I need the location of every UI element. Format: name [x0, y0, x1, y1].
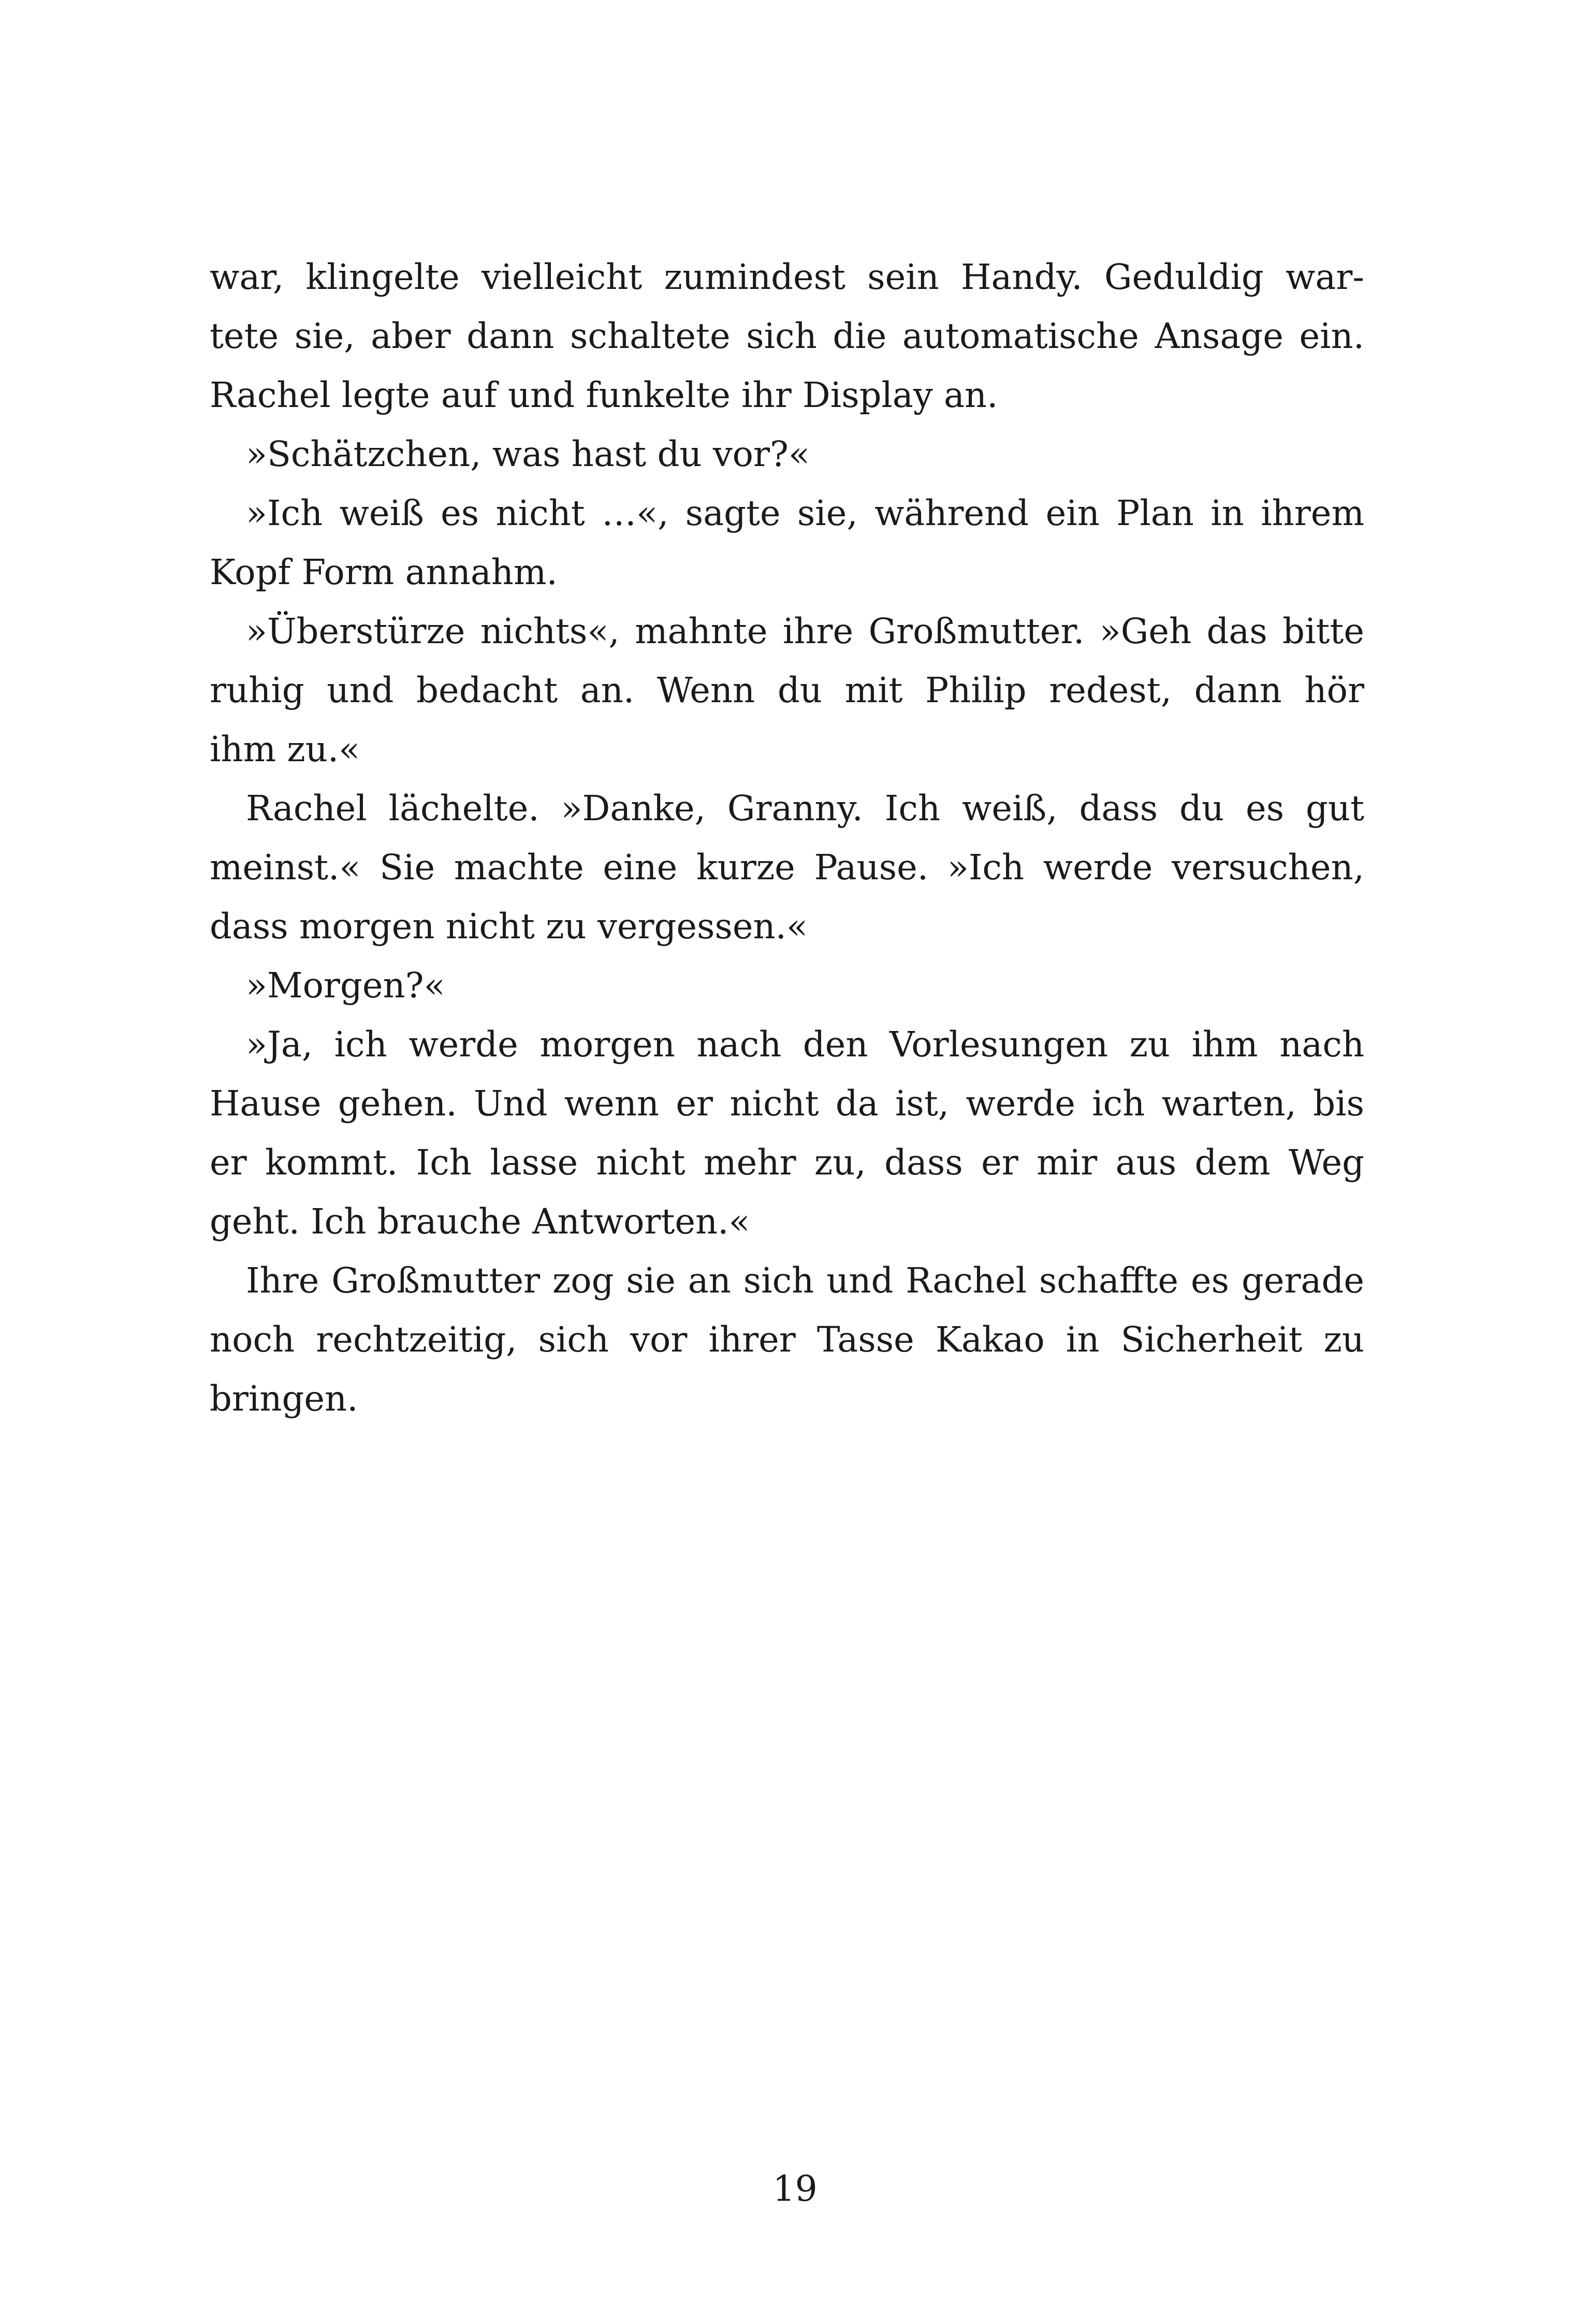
text-line: er kommt. Ich lasse nicht mehr zu, dass er mir aus dem Weg [210, 1142, 1364, 1183]
text-line: Ihre Großmutter zog sie an sich und Rachel schaffte es gerade [246, 1260, 1364, 1301]
text-line: ruhig und bedacht an. Wenn du mit Philip redest, dann hör [210, 670, 1364, 710]
text-line: Hause gehen. Und wenn er nicht da ist, werde ich warten, bis [210, 1083, 1364, 1124]
body-text [210, 248, 1364, 1428]
text-line: tete sie, aber dann schaltete sich die automatische Ansage ein. [210, 316, 1364, 356]
page-number: 19 [772, 2169, 818, 2210]
text-line: »Ich weiß es nicht …«, sagte sie, während ein Plan in ihrem [246, 493, 1364, 533]
text-line: dass morgen nicht zu vergessen.« [210, 906, 808, 947]
text-line: geht. Ich brauche Antworten.« [210, 1201, 750, 1242]
text-line: meinst.« Sie machte eine kurze Pause. »Ich werde versuchen, [210, 847, 1364, 888]
text-line: »Überstürze nichts«, mahnte ihre Großmutter. »Geh das bitte [246, 611, 1364, 651]
text-line: »Schätzchen, was hast du vor?« [246, 434, 810, 474]
text-line: Rachel legte auf und funkelte ihr Display an. [210, 375, 998, 415]
text-line: »Ja, ich werde morgen nach den Vorlesungen zu ihm nach [246, 1024, 1364, 1065]
text-line: noch rechtzeitig, sich vor ihrer Tasse Kakao in Sicherheit zu [210, 1319, 1364, 1360]
text-line: ihm zu.« [210, 729, 360, 769]
text-line: war, klingelte vielleicht zumindest sein Handy. Geduldig war- [210, 257, 1364, 297]
text-line: bringen. [210, 1378, 358, 1419]
text-line: Rachel lächelte. »Danke, Granny. Ich weiß, dass du es gut [246, 788, 1364, 829]
text-line: »Morgen?« [246, 965, 445, 1006]
text-line: Kopf Form annahm. [210, 552, 558, 592]
